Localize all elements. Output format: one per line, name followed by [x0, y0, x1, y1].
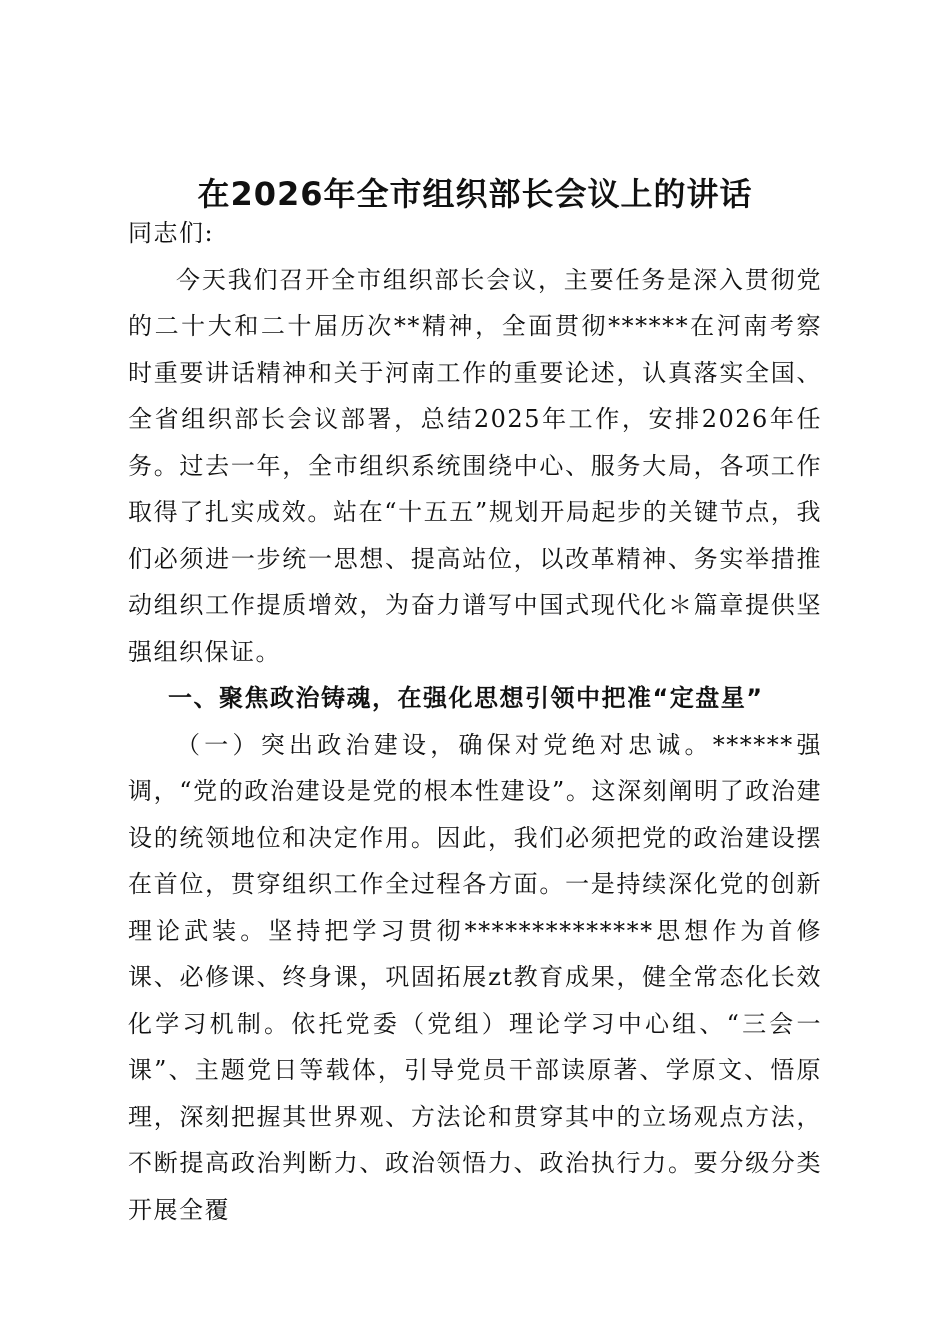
document-body [128, 210, 822, 1233]
intro-paragraph: 今天我们召开全市组织部长会议，主要任务是深入贯彻党的二十大和二十届历次**精神，全面贯彻******在河南考察时重要讲话精神和关于河南工作的重要论述，认真落实全国、全省组织部长会议部署，总结2025年工作，安排2026年任务。过去一年，全市组织系统围绕中心、服务大局，各项工作取得了扎实成效。站在“十五五”规划开局起步的关键节点，我们必须进一步统一思想、提高站位，以改革精神、务实举措推动组织工作提质增效，为奋力谱写中国式现代化＊篇章提供坚强组织保证。 [128, 265, 822, 666]
salutation: 同志们: [128, 219, 215, 247]
section-heading: 一、聚焦政治铸魂，在强化思想引领中把准“定盘星” [168, 684, 764, 712]
section-paragraph: （一）突出政治建设，确保对党绝对忠诚。******强调，“党的政治建设是党的根本性建设”。这深刻阐明了政治建设的统领地位和决定作用。因此，我们必须把党的政治建设摆在首位，贯穿组织工作全过程各方面。一是持续深化党的创新理论武装。坚持把学习贯彻**************思想作为首修课、必修课、终身课，巩固拓展zt教育成果，健全常态化长效化学习机制。依托党委（党组）理论学习中心组、“三会一课”、主题党日等载体，引导党员干部读原著、学原文、悟原理，深刻把握其世界观、方法论和贯穿其中的立场观点方法，不断提高政治判断力、政治领悟力、政治执行力。要分级分类开展全覆 [128, 730, 822, 1224]
document-title: 在2026年全市组织部长会议上的讲话 [197, 175, 753, 213]
